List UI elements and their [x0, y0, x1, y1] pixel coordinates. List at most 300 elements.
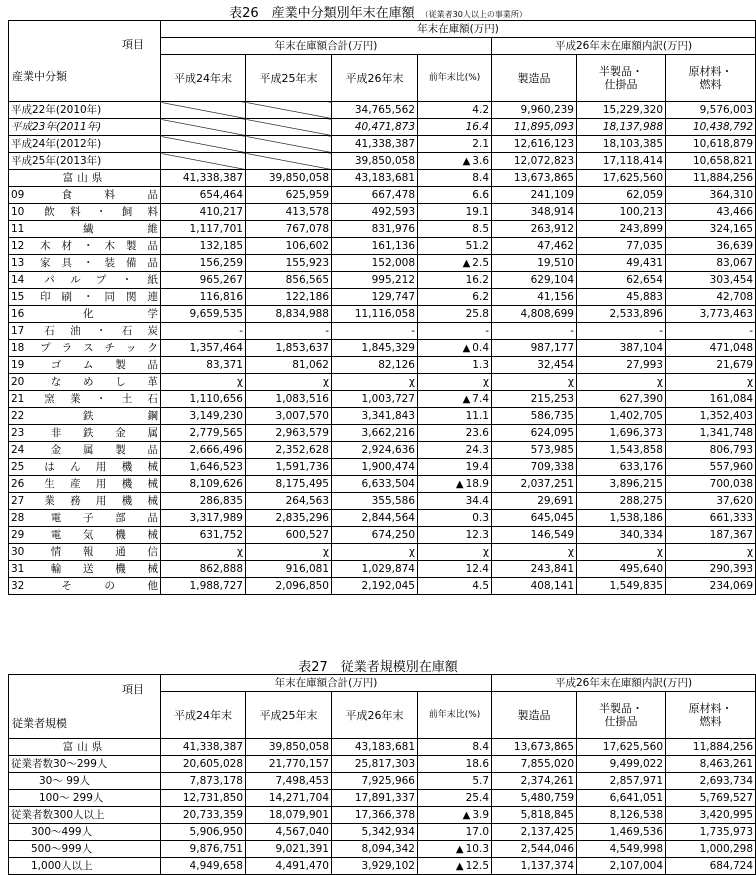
ratio-value: 18.9 — [465, 477, 489, 490]
value-raw: 43,466 — [666, 204, 756, 221]
value-h24: 9,876,751 — [161, 841, 246, 858]
value-ratio — [418, 807, 492, 824]
value-h24: - — [161, 323, 246, 340]
industry-label — [9, 561, 161, 578]
value-semi: - — [577, 323, 666, 340]
table26-corner-header — [9, 21, 161, 102]
value-h24: 1,117,701 — [161, 221, 246, 238]
ratio-value: 4.2 — [472, 104, 489, 116]
value-h25: 916,081 — [246, 561, 332, 578]
industry-code: 10 — [11, 206, 25, 218]
value-raw: 10,438,792 — [666, 119, 756, 136]
table-row — [9, 442, 756, 459]
value-raw: 471,048 — [666, 340, 756, 357]
value-semi: 100,213 — [577, 204, 666, 221]
table-row — [9, 459, 756, 476]
value-ratio — [418, 408, 492, 425]
value-ratio — [418, 170, 492, 187]
value-ratio — [418, 493, 492, 510]
value-h26: 161,136 — [332, 238, 418, 255]
value-prod: 348,914 — [492, 204, 577, 221]
value-prod: χ — [492, 374, 577, 391]
value-h24: 631,752 — [161, 527, 246, 544]
ratio-value: 5.7 — [472, 775, 490, 787]
value-raw: 2,693,734 — [666, 773, 756, 790]
value-h26: 34,765,562 — [332, 102, 418, 119]
value-ratio — [418, 289, 492, 306]
value-semi: 633,176 — [577, 459, 666, 476]
table-row — [9, 408, 756, 425]
industry-label — [9, 340, 161, 357]
value-h26: 2,924,636 — [332, 442, 418, 459]
industry-name: 非鉄金属 — [29, 427, 158, 439]
value-h26: - — [332, 323, 418, 340]
empty-diagonal-cell — [161, 119, 246, 136]
ratio-value: 16.2 — [465, 274, 489, 286]
value-h26: 25,817,303 — [332, 756, 418, 773]
value-ratio — [418, 357, 492, 374]
value-h26: 995,212 — [332, 272, 418, 289]
table26-category-label: 産業中分類 — [12, 70, 67, 83]
value-raw: 1,000,298 — [666, 841, 756, 858]
table-row — [9, 790, 756, 807]
industry-name: 石油・石炭 — [29, 325, 158, 337]
value-semi: 1,538,186 — [577, 510, 666, 527]
value-h26: 43,183,681 — [332, 739, 418, 756]
value-ratio — [418, 340, 492, 357]
industry-name: なめし革 — [29, 376, 158, 388]
table26-col-header: 平成26年末 — [332, 55, 418, 102]
year-label: 平成24年(2012年) — [9, 136, 161, 153]
industry-label — [9, 578, 161, 595]
value-h24: 8,109,626 — [161, 476, 246, 493]
value-prod: 41,156 — [492, 289, 577, 306]
ratio-value: 12.5 — [465, 859, 490, 872]
value-h25: 122,186 — [246, 289, 332, 306]
value-h25: 155,923 — [246, 255, 332, 272]
value-prod: 5,480,759 — [492, 790, 577, 807]
ratio-value: 16.4 — [465, 121, 489, 133]
value-ratio — [418, 374, 492, 391]
value-prod: 12,072,823 — [492, 153, 577, 170]
value-h25: 8,175,495 — [246, 476, 332, 493]
industry-code: 20 — [11, 376, 25, 388]
table26-col-header: 前年末比(%) — [418, 55, 492, 102]
size-label: 500～999人 — [9, 841, 161, 858]
value-h26: 40,471,873 — [332, 119, 418, 136]
ratio-value: χ — [482, 376, 489, 388]
value-h26: 492,593 — [332, 204, 418, 221]
value-h25: 18,079,901 — [246, 807, 332, 824]
ratio-value: 6.2 — [472, 291, 489, 303]
value-raw: 11,884,256 — [666, 739, 756, 756]
value-raw: 161,084 — [666, 391, 756, 408]
value-raw: 234,069 — [666, 578, 756, 595]
value-ratio — [418, 442, 492, 459]
value-h25: 39,850,058 — [246, 739, 332, 756]
table27-group-total: 年末在庫額合計(万円) — [161, 675, 492, 692]
value-raw: 557,960 — [666, 459, 756, 476]
ratio-value: 6.6 — [472, 189, 489, 201]
value-raw: 11,884,256 — [666, 170, 756, 187]
value-prod: 709,338 — [492, 459, 577, 476]
value-h26: 667,478 — [332, 187, 418, 204]
value-raw: 303,454 — [666, 272, 756, 289]
value-semi: 18,137,988 — [577, 119, 666, 136]
value-semi: 77,035 — [577, 238, 666, 255]
table27-col-header: 前年末比(%) — [418, 692, 492, 739]
value-ratio — [418, 476, 492, 493]
value-h26: 3,929,102 — [332, 858, 418, 875]
value-raw: 364,310 — [666, 187, 756, 204]
value-h24: χ — [161, 374, 246, 391]
value-semi: 1,402,705 — [577, 408, 666, 425]
value-ratio — [418, 459, 492, 476]
value-h25: χ — [246, 544, 332, 561]
value-semi: 17,118,414 — [577, 153, 666, 170]
ratio-value: 8.4 — [472, 172, 489, 184]
value-semi: 1,543,858 — [577, 442, 666, 459]
value-h26: 129,747 — [332, 289, 418, 306]
industry-name: 業務用機械 — [29, 495, 158, 507]
value-raw: 10,618,879 — [666, 136, 756, 153]
industry-name: 窯業・土石 — [29, 393, 158, 405]
value-prod: 19,510 — [492, 255, 577, 272]
table-row — [9, 357, 756, 374]
value-h25: 856,565 — [246, 272, 332, 289]
value-prod: 9,960,239 — [492, 102, 577, 119]
value-semi: 340,334 — [577, 527, 666, 544]
table-row — [9, 391, 756, 408]
value-h24: 132,185 — [161, 238, 246, 255]
value-raw: 3,420,995 — [666, 807, 756, 824]
value-prod: 2,137,425 — [492, 824, 577, 841]
table27-title-text: 表27 従業者規模別在庫額 — [298, 660, 458, 675]
value-ratio — [418, 858, 492, 875]
value-raw: 1,735,973 — [666, 824, 756, 841]
empty-diagonal-cell — [161, 153, 246, 170]
empty-diagonal-cell — [246, 136, 332, 153]
value-h25: 3,007,570 — [246, 408, 332, 425]
value-h24: 1,646,523 — [161, 459, 246, 476]
industry-label — [9, 510, 161, 527]
ratio-value: 25.4 — [465, 792, 490, 804]
value-h24: 3,149,230 — [161, 408, 246, 425]
table26-item-label: 項目 — [122, 38, 144, 51]
year-label: 平成23年(2011年) — [9, 119, 161, 136]
table-row — [9, 425, 756, 442]
industry-code: 11 — [11, 223, 25, 235]
table26-note: （従業者30人以上の事業所） — [420, 10, 527, 19]
industry-code: 26 — [11, 478, 25, 490]
size-label: 300～499人 — [9, 824, 161, 841]
value-ratio — [418, 578, 492, 595]
value-prod: 2,037,251 — [492, 476, 577, 493]
table26-col-header: 製造品 — [492, 55, 577, 102]
value-h24: 1,988,727 — [161, 578, 246, 595]
value-prod: 5,818,845 — [492, 807, 577, 824]
value-h25: 264,563 — [246, 493, 332, 510]
table-row — [9, 476, 756, 493]
value-raw: 290,393 — [666, 561, 756, 578]
value-prod: 241,109 — [492, 187, 577, 204]
ratio-value: 4.5 — [472, 580, 489, 592]
decrease-triangle-icon: ▲ — [462, 257, 471, 269]
industry-label — [9, 544, 161, 561]
value-semi: 17,625,560 — [577, 739, 666, 756]
value-prod: 645,045 — [492, 510, 577, 527]
value-h24: 41,338,387 — [161, 739, 246, 756]
value-h25: 2,352,628 — [246, 442, 332, 459]
industry-name: 化学 — [29, 308, 158, 320]
industry-label — [9, 493, 161, 510]
size-label: 従業者数30～299人 — [9, 756, 161, 773]
empty-diagonal-cell — [246, 153, 332, 170]
table27-group-breakdown: 平成26年末在庫額内訳(万円) — [492, 675, 756, 692]
value-h24: 9,659,535 — [161, 306, 246, 323]
value-raw: 36,639 — [666, 238, 756, 255]
value-h24: 410,217 — [161, 204, 246, 221]
value-semi: 2,107,004 — [577, 858, 666, 875]
industry-code: 17 — [11, 325, 25, 337]
value-h25: 81,062 — [246, 357, 332, 374]
table26-title-text: 表26 産業中分類別年末在庫額 — [229, 6, 415, 21]
value-raw: 21,679 — [666, 357, 756, 374]
value-raw: 187,367 — [666, 527, 756, 544]
industry-label — [9, 425, 161, 442]
value-h26: 152,008 — [332, 255, 418, 272]
ratio-value: 10.3 — [465, 842, 490, 855]
value-ratio — [418, 790, 492, 807]
ratio-value: 19.1 — [465, 206, 489, 218]
value-prod: 11,895,093 — [492, 119, 577, 136]
table-row — [9, 323, 756, 340]
value-h26: 2,192,045 — [332, 578, 418, 595]
value-prod: 243,841 — [492, 561, 577, 578]
value-raw: 83,067 — [666, 255, 756, 272]
table-row — [9, 221, 756, 238]
table27 — [8, 674, 756, 875]
value-h24: χ — [161, 544, 246, 561]
table-row — [9, 510, 756, 527]
table-row — [9, 824, 756, 841]
value-h25: 2,096,850 — [246, 578, 332, 595]
size-label: 従業者数300人以上 — [9, 807, 161, 824]
size-label: 100～ 299人 — [9, 790, 161, 807]
industry-name: 家具・装備品 — [29, 257, 158, 269]
value-h24: 20,733,359 — [161, 807, 246, 824]
table26-group-main: 年末在庫額(万円) — [161, 21, 756, 38]
value-h25: 106,602 — [246, 238, 332, 255]
value-h25: 1,083,516 — [246, 391, 332, 408]
value-ratio — [418, 841, 492, 858]
value-h26: 1,900,474 — [332, 459, 418, 476]
value-prod: χ — [492, 544, 577, 561]
industry-name: 繊維 — [29, 223, 158, 235]
value-prod: 29,691 — [492, 493, 577, 510]
value-ratio — [418, 255, 492, 272]
value-h25: χ — [246, 374, 332, 391]
value-ratio — [418, 561, 492, 578]
value-prod: 2,374,261 — [492, 773, 577, 790]
value-ratio — [418, 238, 492, 255]
value-raw: 1,341,748 — [666, 425, 756, 442]
value-h26: 3,662,216 — [332, 425, 418, 442]
industry-name: 印刷・同関連 — [29, 291, 158, 303]
industry-code: 25 — [11, 461, 25, 473]
ratio-value: 2.5 — [472, 256, 489, 269]
ratio-value: 8.5 — [472, 223, 489, 235]
industry-name: 木材・木製品 — [29, 240, 158, 252]
ratio-value: 18.6 — [465, 758, 490, 770]
value-semi: 45,883 — [577, 289, 666, 306]
industry-name: プラスチック — [29, 342, 158, 354]
industry-label — [9, 187, 161, 204]
ratio-value: 3.6 — [472, 154, 489, 167]
value-h26: 1,845,329 — [332, 340, 418, 357]
value-h25: 4,491,470 — [246, 858, 332, 875]
value-h24: 2,779,565 — [161, 425, 246, 442]
industry-label — [9, 272, 161, 289]
ratio-value: 19.4 — [465, 461, 489, 473]
value-semi: 15,229,320 — [577, 102, 666, 119]
industry-label — [9, 238, 161, 255]
table-row — [9, 238, 756, 255]
table26 — [8, 20, 756, 595]
value-ratio — [418, 527, 492, 544]
value-ratio — [418, 187, 492, 204]
value-h26: 11,116,058 — [332, 306, 418, 323]
value-prod: 32,454 — [492, 357, 577, 374]
empty-diagonal-cell — [246, 119, 332, 136]
value-raw: 10,658,821 — [666, 153, 756, 170]
year-row — [9, 153, 756, 170]
empty-diagonal-cell — [246, 102, 332, 119]
industry-code: 29 — [11, 529, 25, 541]
decrease-triangle-icon: ▲ — [462, 393, 471, 405]
table27-category-label: 従業者規模 — [12, 716, 67, 730]
empty-diagonal-cell — [161, 102, 246, 119]
industry-code: 14 — [11, 274, 25, 286]
value-raw: 9,576,003 — [666, 102, 756, 119]
value-raw: - — [666, 323, 756, 340]
value-h26: 3,341,843 — [332, 408, 418, 425]
value-semi: 4,549,998 — [577, 841, 666, 858]
value-h24: 20,605,028 — [161, 756, 246, 773]
value-h25: 7,498,453 — [246, 773, 332, 790]
ratio-value: 8.4 — [472, 741, 490, 753]
value-h24: 4,949,658 — [161, 858, 246, 875]
industry-name: 生産用機械 — [29, 478, 158, 490]
value-h26: 831,976 — [332, 221, 418, 238]
table-row — [9, 773, 756, 790]
value-ratio — [418, 824, 492, 841]
value-ratio — [418, 391, 492, 408]
value-h24: 156,259 — [161, 255, 246, 272]
table-row — [9, 289, 756, 306]
value-h26: 43,183,681 — [332, 170, 418, 187]
value-prod: 146,549 — [492, 527, 577, 544]
industry-name: ゴム製品 — [29, 359, 158, 371]
industry-label — [9, 323, 161, 340]
industry-code: 31 — [11, 563, 25, 575]
value-h26: 6,633,504 — [332, 476, 418, 493]
value-prod: 573,985 — [492, 442, 577, 459]
table26-col-header: 平成24年末 — [161, 55, 246, 102]
value-raw: 700,038 — [666, 476, 756, 493]
year-row — [9, 119, 756, 136]
value-prod: 12,616,123 — [492, 136, 577, 153]
value-ratio — [418, 425, 492, 442]
table26-group-total: 年末在庫額合計(万円) — [161, 38, 492, 55]
industry-code: 32 — [11, 580, 25, 592]
value-ratio — [418, 102, 492, 119]
value-h26: 674,250 — [332, 527, 418, 544]
ratio-value: 0.4 — [472, 341, 489, 354]
value-h24: 862,888 — [161, 561, 246, 578]
value-h24: 116,816 — [161, 289, 246, 306]
ratio-value: 7.4 — [472, 392, 489, 405]
value-semi: 1,696,373 — [577, 425, 666, 442]
value-ratio — [418, 544, 492, 561]
table-row — [9, 841, 756, 858]
value-semi: 495,640 — [577, 561, 666, 578]
value-ratio — [418, 510, 492, 527]
value-h24: 5,906,950 — [161, 824, 246, 841]
table27-title — [0, 656, 756, 675]
value-semi: 3,896,215 — [577, 476, 666, 493]
industry-code: 30 — [11, 546, 25, 558]
table-row — [9, 527, 756, 544]
table-row — [9, 340, 756, 357]
value-h26: 2,844,564 — [332, 510, 418, 527]
ratio-value: 51.2 — [465, 240, 489, 252]
value-semi: χ — [577, 544, 666, 561]
table-row — [9, 204, 756, 221]
industry-name: 輸送機械 — [29, 563, 158, 575]
industry-label — [9, 476, 161, 493]
value-raw: 3,773,463 — [666, 306, 756, 323]
value-h25: 14,271,704 — [246, 790, 332, 807]
value-semi: 387,104 — [577, 340, 666, 357]
value-ratio — [418, 136, 492, 153]
value-h25: 8,834,988 — [246, 306, 332, 323]
ratio-value: 23.6 — [465, 427, 489, 439]
table27-col-header: 半製品・ 仕掛品 — [577, 692, 666, 739]
value-raw: 37,620 — [666, 493, 756, 510]
value-h25: 2,835,296 — [246, 510, 332, 527]
value-prod: 2,544,046 — [492, 841, 577, 858]
table-row — [9, 187, 756, 204]
value-prod: 408,141 — [492, 578, 577, 595]
value-h26: 17,366,378 — [332, 807, 418, 824]
ratio-value: 24.3 — [465, 444, 489, 456]
decrease-triangle-icon: ▲ — [455, 843, 464, 855]
industry-label — [9, 255, 161, 272]
year-label: 平成22年(2010年) — [9, 102, 161, 119]
table-row — [9, 272, 756, 289]
industry-name: パルプ・紙 — [29, 274, 158, 286]
value-semi: 8,126,538 — [577, 807, 666, 824]
table27-col-header: 原材料・ 燃料 — [666, 692, 756, 739]
value-semi: 62,654 — [577, 272, 666, 289]
value-h25: 600,527 — [246, 527, 332, 544]
value-ratio — [418, 153, 492, 170]
value-semi: 288,275 — [577, 493, 666, 510]
value-h26: 17,891,337 — [332, 790, 418, 807]
value-h24: 12,731,850 — [161, 790, 246, 807]
table27-item-label: 項目 — [122, 682, 144, 696]
